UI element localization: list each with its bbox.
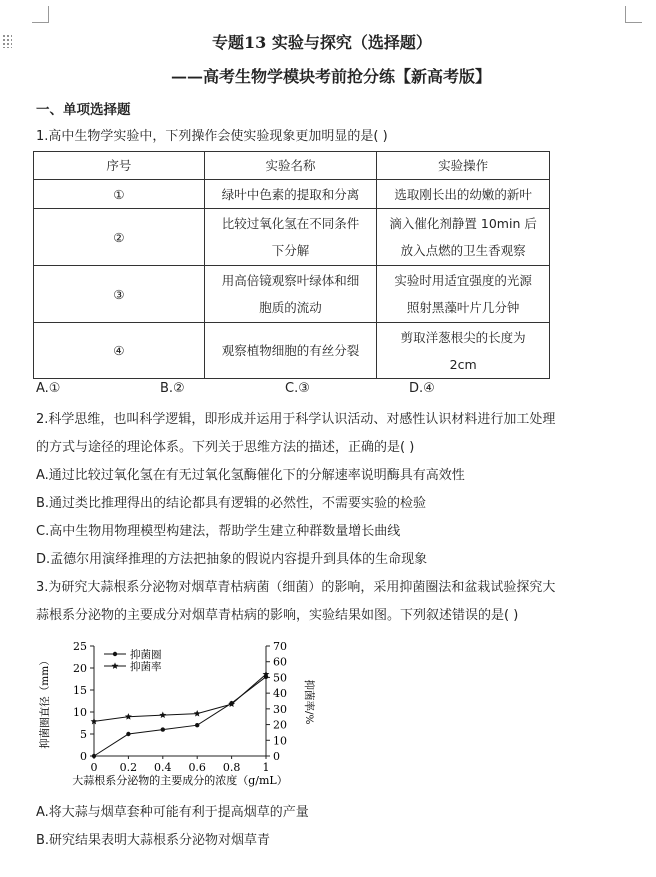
table-cell-op (377, 266, 550, 323)
q2-stem-line: 2.科学思维，也叫科学逻辑，即形成并运用于科学认识活动、对感性认识材料进行加工处理 (36, 412, 556, 427)
y-left-tick-label: 20 (73, 662, 87, 675)
cell-line: 放入点燃的卫生香观察 (400, 243, 526, 258)
x-tick-label: 1 (262, 761, 270, 774)
table-cell-num: ② (34, 209, 205, 266)
cell-line: 胞质的流动 (259, 300, 322, 315)
table-cell-num: ④ (34, 323, 205, 379)
cell-line: 实验时用适宜强度的光源 (394, 273, 532, 288)
data-point (195, 723, 199, 727)
q1-option-c[interactable]: C.③ (285, 381, 310, 396)
table-cell-op (377, 323, 550, 379)
q1-option-a[interactable]: A.① (36, 381, 61, 396)
legend-label: 抑菌率 (130, 661, 162, 673)
q3-option-a[interactable]: A.将大蒜与烟草套种可能有利于提高烟草的产量 (36, 805, 309, 820)
data-point (194, 710, 201, 717)
x-tick-label: 0.6 (188, 761, 206, 774)
y-right-tick-label: 40 (273, 687, 287, 701)
cell-line: 选取刚长出的幼嫩的新叶 (394, 186, 532, 202)
y-axis-left-label: 抑菌圈直径（mm） (39, 655, 51, 749)
table-row (34, 323, 550, 379)
q1-table (33, 151, 550, 379)
y-right-tick-label: 20 (273, 718, 287, 732)
section-heading: 一、单项选择题 (36, 102, 131, 118)
y-left-tick-label: 25 (73, 640, 87, 653)
table-cell-name (204, 266, 377, 323)
y-left-tick-label: 5 (80, 728, 87, 741)
q3-line-chart (30, 632, 320, 788)
y-right-tick-label: 50 (273, 671, 287, 685)
table-row (34, 180, 550, 209)
q1-option-b[interactable]: B.② (160, 381, 185, 396)
y-right-tick-label: 60 (273, 655, 287, 669)
x-tick-label: 0 (90, 761, 98, 774)
table-cell-op (377, 180, 550, 209)
cell-line: 下分解 (271, 243, 310, 258)
legend-marker (113, 652, 117, 656)
y-left-tick-label: 15 (73, 684, 87, 697)
x-tick-label: 0.4 (154, 761, 172, 774)
cell-line: 2cm (449, 356, 477, 372)
table-cell-op (377, 209, 550, 266)
q3-option-b[interactable]: B.研究结果表明大蒜根系分泌物对烟草青 (36, 833, 271, 848)
q2-option-a[interactable]: A.通过比较过氧化氢在有无过氧化氢酶催化下的分解速率说明酶具有高效性 (36, 468, 465, 483)
y-right-tick-label: 0 (273, 750, 280, 763)
cell-line: 剪取洋葱根尖的长度为 (400, 329, 526, 345)
table-cell-name (204, 180, 377, 209)
table-cell-name (204, 209, 377, 266)
data-point (125, 713, 132, 720)
page-corner-top-right (625, 6, 642, 23)
drag-handle-icon[interactable] (2, 34, 12, 48)
legend-marker (112, 662, 119, 669)
y-left-tick-label: 10 (73, 706, 87, 719)
series-line-抑菌率 (94, 674, 266, 721)
data-point (161, 727, 165, 731)
cell-line: 用高倍镜观察叶绿体和细 (221, 273, 360, 288)
x-axis-label: 大蒜根系分泌物的主要成分的浓度（g/mL） (72, 774, 288, 787)
q2-stem-line: 的方式与途径的理论体系。下列关于思维方法的描述，正确的是( ) (36, 440, 415, 455)
table-header-cell: 实验操作 (377, 152, 550, 180)
data-point (159, 712, 166, 719)
q3-stem-line: 蒜根系分泌物的主要成分对烟草青枯病的影响，实验结果如图。下列叙述错误的是( ) (36, 608, 519, 623)
legend-label: 抑菌圈 (130, 649, 162, 661)
series-line-抑菌圈 (94, 677, 266, 756)
table-header-row (34, 152, 550, 180)
q1-option-d[interactable]: D.④ (409, 381, 435, 396)
q2-option-c[interactable]: C.高中生物用物理模型构建法，帮助学生建立种群数量增长曲线 (36, 524, 401, 539)
table-header-cell: 序号 (34, 152, 205, 180)
y-right-tick-label: 10 (273, 734, 287, 748)
table-cell-num: ③ (34, 266, 205, 323)
q3-stem-line: 3.为研究大蒜根系分泌物对烟草青枯病菌（细菌）的影响，采用抑菌圈法和盆栽试验探究大 (36, 580, 556, 595)
table-row (34, 266, 550, 323)
table-cell-name (204, 323, 377, 379)
table-header-cell: 实验名称 (204, 152, 377, 180)
y-right-tick-label: 70 (273, 640, 287, 653)
cell-line: 观察植物细胞的有丝分裂 (221, 343, 360, 358)
y-right-tick-label: 30 (273, 702, 287, 716)
y-left-tick-label: 0 (80, 750, 87, 763)
page-subtitle: ——高考生物学模块考前抢分练【新高考版】 (171, 67, 492, 86)
page-corner-top-left (32, 6, 49, 23)
cell-line: 滴入催化剂静置 10min 后 (389, 216, 537, 231)
page-title: 专题13 实验与探究（选择题） (212, 33, 432, 52)
cell-line: 照射黑藻叶片几分钟 (406, 300, 520, 315)
data-point (92, 754, 96, 758)
data-point (126, 732, 130, 736)
x-tick-label: 0.8 (222, 761, 241, 774)
y-axis-right-label: 抑菌率/% (303, 679, 315, 725)
q2-option-b[interactable]: B.通过类比推理得出的结论都具有逻辑的必然性，不需要实验的检验 (36, 496, 427, 511)
cell-line: 绿叶中色素的提取和分离 (221, 186, 360, 202)
cell-line: 比较过氧化氢在不同条件 (221, 216, 360, 231)
q1-stem: 1.高中生物学实验中，下列操作会使实验现象更加明显的是( ) (36, 129, 388, 144)
text-fade-overlay (285, 832, 545, 858)
table-cell-num: ① (34, 180, 205, 209)
q2-option-d[interactable]: D.孟德尔用演绎推理的方法把抽象的假说内容提升到具体的生命现象 (36, 552, 428, 567)
x-tick-label: 0.2 (119, 761, 138, 774)
table-row (34, 209, 550, 266)
